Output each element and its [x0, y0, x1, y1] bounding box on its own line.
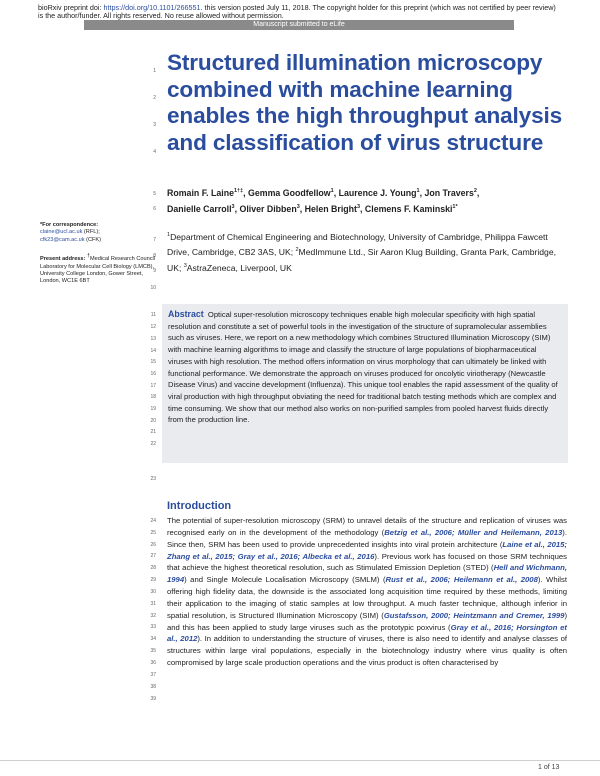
abstract-label: Abstract: [168, 309, 204, 319]
section-heading: Introduction: [167, 500, 232, 512]
present-address: [40, 253, 160, 286]
author-sup: 3: [296, 203, 300, 210]
line-number: 9: [153, 268, 156, 274]
author: Laurence J. Young: [338, 188, 417, 198]
body-text: The potential of super-resolution microscopy (SRM) to unravel details of the structure and replication of viruses was recognised early on in the development of the methodology (: [167, 516, 567, 537]
affil-sup: 1: [167, 232, 171, 239]
line-number: 29: [150, 577, 156, 583]
line-number: 11: [150, 312, 156, 318]
body-text: ) and this has been applied to study large viruses such as the prototypic poxvirus (: [167, 610, 567, 632]
body-text: ) and Single Molecule Localisation Microscopy (SMLM) (: [184, 575, 386, 585]
body-text: ). Previous work has focused on those SRM techniques that achieve the highest theoretical resolution, such as Stimulated Emission Depletion (STED) (: [167, 551, 567, 573]
citation-link[interactable]: Betzig et al., 2006; Müller and Heilemann, 2013: [384, 527, 563, 537]
author: Oliver Dibben: [239, 203, 297, 214]
author-sup: 1†‡: [233, 188, 244, 195]
line-number: 22: [150, 441, 156, 447]
line-number: 18: [150, 394, 156, 400]
manuscript-banner: Manuscript submitted to eLife: [84, 20, 514, 30]
email-tag: (CFK): [84, 236, 102, 243]
author: Helen Bright: [304, 203, 357, 214]
line-number: 8: [153, 253, 156, 259]
line-number: 37: [150, 672, 156, 678]
citation-link[interactable]: Gray et al., 2016; Horsington et al., 2012: [167, 622, 567, 644]
line-number: 27: [150, 553, 156, 559]
line-number: 19: [150, 406, 156, 412]
line-number: 14: [150, 348, 156, 354]
line-number: 16: [150, 371, 156, 377]
line-number: 24: [150, 518, 156, 524]
present-address-heading: Present address:: [40, 256, 87, 263]
citation-link[interactable]: Laine et al., 2015; Zhang et al., 2015; Gray et al., 2016; Albecka et al., 2016: [167, 539, 567, 561]
affiliation: Department of Chemical Engineering and Biotechnology, University of Cambridge, Philippa Fawcett Drive, Cambridge, CB2 3AS, UK;: [167, 232, 548, 258]
notice-rest: . this version posted July 11, 2018. The copyright holder for this preprint (which was not certified by peer review) is the author/funder. All rights reserved. No reuse allowed without permission.: [38, 3, 556, 21]
footer-divider: [0, 760, 600, 761]
preprint-notice: [38, 4, 558, 21]
sidebar-notes: [40, 222, 160, 286]
line-number: 1: [153, 68, 156, 74]
line-number: 7: [153, 237, 156, 243]
line-number: 30: [150, 589, 156, 595]
line-number: 3: [153, 122, 156, 128]
present-address-text: Medical Research Council Laboratory for Molecular Cell Biology (LMCB), University College London, Gower Street, London, WC1E 6BT: [40, 256, 155, 285]
line-number: 21: [150, 429, 156, 435]
author-list: Romain F. Laine$^{1\dagger\ddagger}$, Gemma Goodfellow$^1$, Laurence J. Young$^1$, Jon Travers$^2$, Danielle Carroll$^3$, Oliver Dibben$^3$, Helen Bright$^3$, Clemens F. Kaminski$^{1*}$: [167, 188, 480, 214]
line-number: 31: [150, 601, 156, 607]
citation-link[interactable]: Hell and Wichmann, 1994: [167, 563, 567, 585]
correspondence-heading: *For correspondence:: [40, 222, 99, 228]
citation-link[interactable]: Gustafsson, 2000; Heintzmann and Cremer, 1999: [383, 610, 565, 620]
line-number: 34: [150, 636, 156, 642]
correspondence-email-2: [40, 237, 160, 244]
line-number: 17: [150, 383, 156, 389]
line-number: 38: [150, 684, 156, 690]
line-number: 5: [153, 191, 156, 197]
email-tag: (RFL);: [82, 229, 100, 236]
correspondence-email-1: [40, 229, 160, 236]
doi-link[interactable]: https://doi.org/10.1101/266551: [103, 3, 201, 12]
body-text: ). Since then, SRM has been used to provide unprecedented insights into viral protein architecture (: [167, 527, 567, 549]
author-sup: 1: [416, 188, 420, 195]
line-number: 25: [150, 530, 156, 536]
abstract-text: Optical super-resolution microscopy techniques enable high molecular specificity with high spatial resolution and constitute a set of powerful tools in the investigation of the structure of supramolecular assemblies such as viruses. Here, we report on a new methodology which combines Structured Illumination Microscopy (SIM) with machine learning algorithms to image and classify the structure of large populations of biopharmaceutical viruses with high resolution. The method offers information on virus morphology that can ultimately be linked with functional performance. We demonstrate the approach on viruses produced for oncolytic viriotherapy (Newcastle Disease Virus) and vaccine development (Influenza). This unique tool enables the rapid assessment of the quality of viral production with high throughput obviating the need for traditional batch testing methods which are complex and time consuming. We show that our method also works on non-purified samples from pooled harvest fluids directly from the production line.: [168, 310, 558, 425]
line-number: 26: [150, 542, 156, 548]
line-number: 32: [150, 613, 156, 619]
notice-prefix: bioRxiv preprint doi:: [38, 3, 104, 12]
affiliation: AstraZeneca, Liverpool, UK: [186, 262, 292, 273]
author-sup: 2: [473, 188, 477, 195]
email-link[interactable]: claine@ucl.ac.uk: [40, 229, 83, 236]
line-number: 10: [150, 285, 156, 291]
line-number: 6: [153, 206, 156, 212]
line-number: 4: [153, 149, 156, 155]
line-number: 2: [153, 95, 156, 101]
abstract-box: [162, 304, 568, 463]
body-text: ). Whilst offering high fidelity data, the downside is the associated long acquisition time required by these methods, limiting their application to the imaging of static samples at low throughput. A much faster technique, although inferior in spatial resolution, is Structured Illumination Microscopy (SIM) (: [167, 575, 567, 620]
line-number: 28: [150, 565, 156, 571]
affiliation: MedImmune Ltd., Sir Aaron Klug Building, Granta Park, Cambridge, UK;: [167, 247, 557, 273]
author-sup: 3: [356, 203, 361, 210]
present-address-sup: †: [86, 253, 91, 260]
line-number: 33: [150, 624, 156, 630]
line-number: 13: [150, 336, 156, 342]
author-sup: 1*: [452, 203, 458, 210]
email-link[interactable]: cfk23@cam.ac.uk: [40, 236, 85, 243]
author-sup: 3: [231, 203, 235, 210]
page-number: 1 of 13: [538, 764, 560, 771]
affil-sup: 2: [295, 247, 299, 254]
author: Danielle Carroll: [167, 203, 232, 214]
line-number: 12: [150, 324, 156, 330]
affil-sup: 3: [183, 262, 187, 269]
citation-link[interactable]: Rust et al., 2006; Heilemann et al., 2008: [385, 575, 538, 585]
affiliations: [167, 230, 567, 276]
line-number: 35: [150, 648, 156, 654]
author: Gemma Goodfellow: [248, 188, 331, 198]
introduction-body: [167, 515, 567, 669]
line-number: 20: [150, 418, 156, 424]
line-number: 39: [150, 696, 156, 702]
line-number: 15: [150, 359, 156, 365]
author: Clemens F. Kaminski: [364, 203, 453, 214]
body-text: ). In addition to understanding the structure of viruses, there is also need to identify and analyse classes of structures within large viral populations, especially in the biotechnology industry where virus quality is often compromised by large scale production operations and the virus product is often characterised by: [167, 634, 567, 668]
spacer: [40, 244, 160, 256]
line-number: 23: [150, 476, 156, 482]
line-number: 36: [150, 660, 156, 666]
author: Romain F. Laine: [167, 188, 234, 198]
author-sup: 1: [330, 188, 334, 195]
author: Jon Travers: [424, 188, 474, 198]
paper-title: Structured illumination microscopy combined with machine learning enables the high throughput analysis and classification of virus structure: [167, 50, 563, 155]
